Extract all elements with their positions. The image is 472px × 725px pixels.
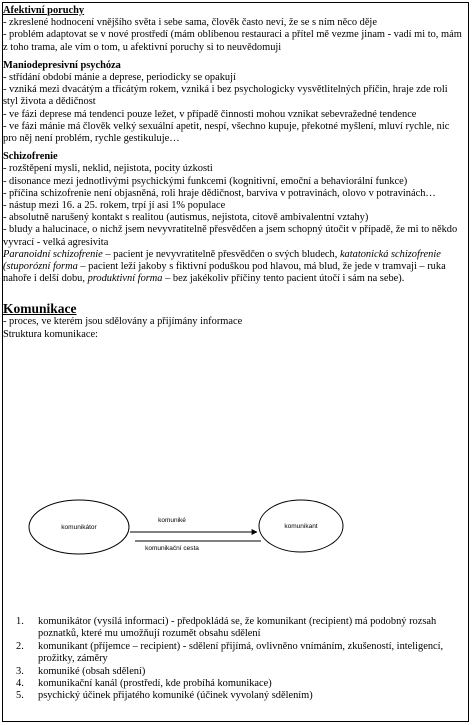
manio-item-1: - střídání období mánie a deprese, periodicky se opakují bbox=[3, 72, 236, 84]
list-item: 3. komuniké (obsah sdělení) bbox=[16, 665, 146, 677]
schizo-item-2: - disonance mezi jednotlivými psychickými funkcemi (kognitivní, emoční a behaviorální funkce) bbox=[3, 175, 408, 187]
komunikator-label: komunikátor bbox=[61, 524, 97, 531]
schizo-item-6: - bludy a halucinace, o nichž jsem nevyvratitelně přesvědčen a jsem schopný útočit v případě, že mi to někdo vyvrací - velká agresivita bbox=[3, 224, 458, 248]
afektivni-item-2: - problém adaptovat se v nové prostředí (mám oblíbenou restauraci a přítel mě vezme jinam - vadí mi to, mám z toho trama, ale vím o tom, u afektivní poruchy si to neuvědomuji bbox=[3, 29, 462, 53]
heading-schizofrenie: Schizofrenie bbox=[3, 151, 58, 163]
term-katatonicka: katatonická schizofrenie (stuporózní forma bbox=[3, 248, 441, 273]
afektivni-item-1: - zkreslené hodnocení vnějšího světa i sebe sama, člověk často neví, že se s ním něco děje bbox=[3, 17, 377, 29]
list-item: 2. komunikant (příjemce – recipient) - sdělení přijímá, ovlivněno vnímáním, zkušeností, inteligencí, prožitky, záměry bbox=[16, 640, 444, 665]
komunike-label: komuniké bbox=[158, 517, 186, 524]
schizo-item-1: - rozštěpení mysli, neklid, nejistota, pocity úzkosti bbox=[3, 163, 213, 175]
manio-item-3: - ve fázi deprese má tendenci pouze ležet, v případě činnosti mohou vznikat sebevražedné tendence bbox=[3, 108, 417, 120]
structure-list bbox=[16, 616, 461, 703]
schizo-forms-paragraph: Paranoidní schizofrenie – pacient je nevyvratitelně přesvědčen o svých bludech, katatonická schizofrenie (stuporózní forma – pacient leží jakoby s fiktivní poduškou pod hlavou, má blud, že jede v tramvaji – ruka nahoře i delší dobu, produktivní forma – bez jakékoliv příčiny tento pacient útočí i sám na sebe). bbox=[3, 248, 446, 285]
list-item: 4. komunikační kanál (prostředí, kde probíhá komunikace) bbox=[16, 678, 272, 690]
heading-maniodepresivni: Maniodepresivní psychóza bbox=[3, 59, 121, 71]
schizo-item-3: - příčina schizofrenie není objasněná, roli hraje dědičnost, barviva v potravinách, olovo v potravinách… bbox=[3, 187, 436, 199]
list-item: 5. psychický účinek přijatého komuniké (účinek vyvolaný sdělením) bbox=[16, 690, 313, 702]
komunikant-label: komunikant bbox=[284, 523, 318, 530]
manio-item-2: - vzniká mezi dvacátým a třicátým rokem, vzniká i bez psychologicky vysvětlitelných příčin, hraje zde roli styl života a dědičnost bbox=[3, 84, 448, 108]
heading-komunikace: Komunikace bbox=[3, 301, 77, 317]
communication-diagram bbox=[27, 498, 407, 593]
manio-item-4: - ve fázi mánie má člověk velký sexuální apetit, nespí, všechno kupuje, překotné myšlení, mluví rychle, nic pro něj není problém, rychle gestikuluje… bbox=[3, 120, 450, 145]
komunikace-structure-label: Struktura komunikace: bbox=[3, 328, 98, 340]
schizo-item-5: - absolutně narušený kontakt s realitou (autismus, nejistota, citově ambivalentní vztahy) bbox=[3, 212, 369, 224]
list-item: 1. komunikátor (vysílá informaci) - předpokládá se, že komunikant (recipient) má podobný rozsah poznatků, které mu umožňují rozumět obsahu sdělení bbox=[16, 616, 437, 640]
channel-label: komunikační cesta bbox=[145, 545, 199, 552]
schizo-item-4: - nástup mezi 16. a 25. rokem, trpí jí asi 1% populace bbox=[3, 200, 226, 212]
heading-afektivni: Afektivní poruchy bbox=[3, 5, 85, 16]
komunikace-definition: - proces, ve kterém jsou sdělovány a přijímány informace bbox=[3, 316, 243, 328]
term-produktivni: produktivní forma bbox=[87, 273, 163, 285]
text-area bbox=[3, 5, 465, 341]
term-paranoidni: Paranoidní schizofrenie bbox=[3, 248, 103, 260]
